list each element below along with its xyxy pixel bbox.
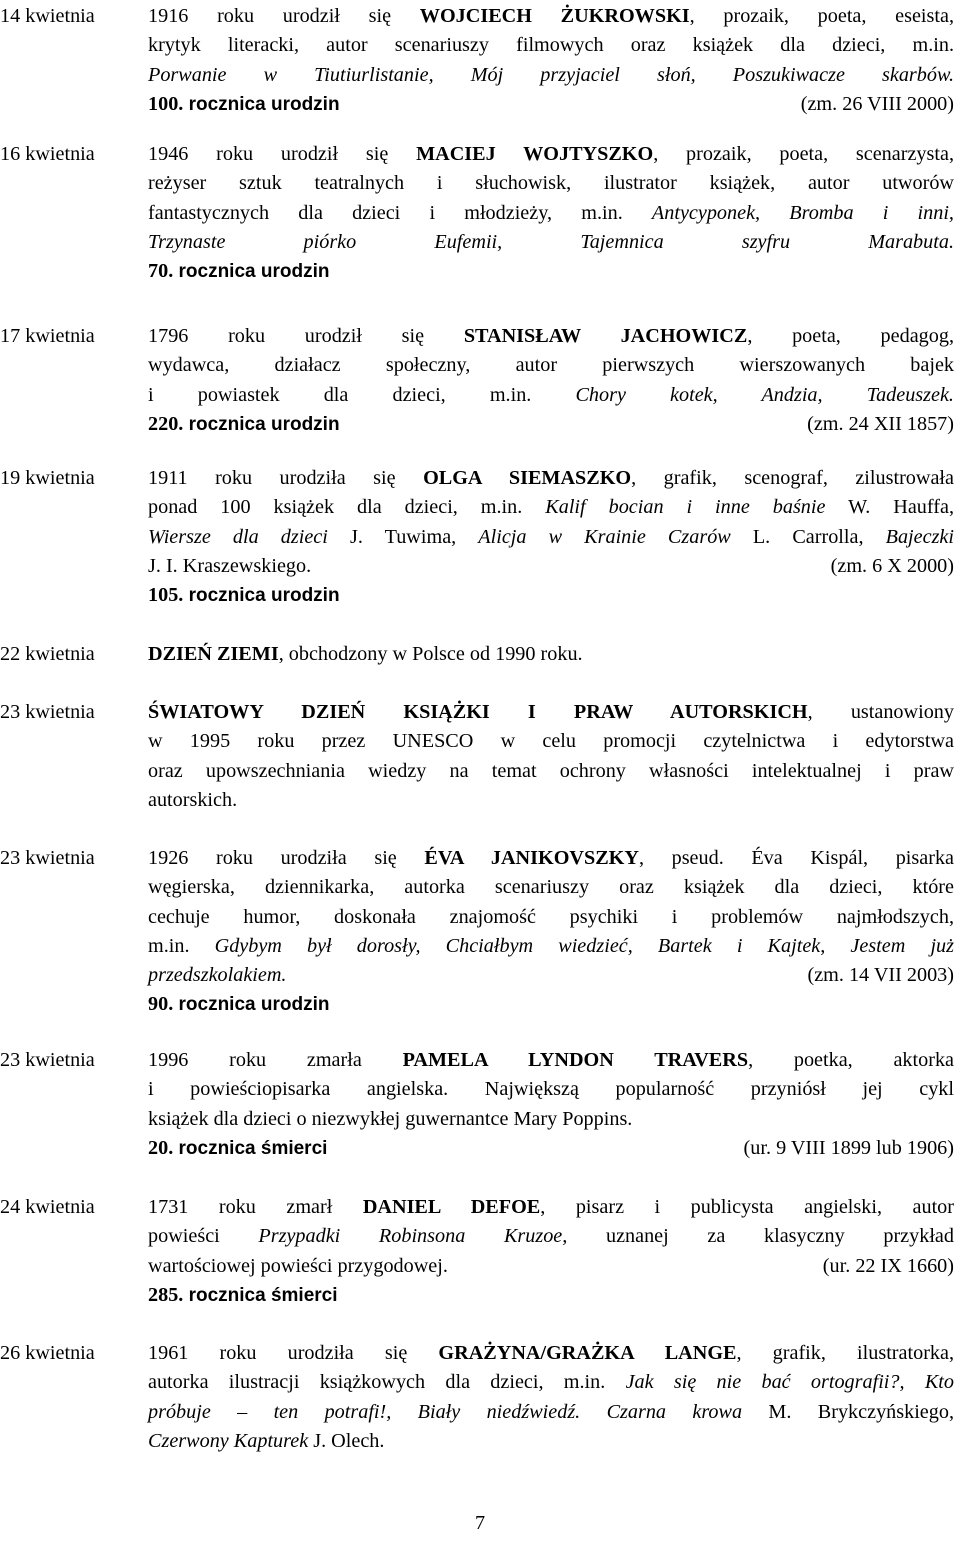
entry-body [148,322,954,439]
entry-text-line [148,757,954,786]
entry-text-line [148,523,954,552]
entry-text-line [148,351,954,380]
anniversary-label [148,990,329,1019]
text-run: M. Brykczyńskiego, [742,1400,955,1423]
anniversary-text: rocznica śmierci [183,1284,338,1306]
highlighted-name: DZIEŃ ZIEMI [148,643,279,665]
highlighted-name: ŚWIATOWY DZIEŃ KSIĄŻKI I PRAW AUTORSKICH [148,701,808,723]
anniversary-text: rocznica urodzin [183,413,340,435]
entry-date: 14 kwietnia [0,5,95,27]
anniversary-label [148,1134,327,1163]
text-run: reżyser sztuk teatralnych i słuchowisk, ilustrator książek, autor utworów [148,172,954,195]
tail-text: J. I. Kraszewskiego. [148,554,312,577]
entry-text-line [148,322,954,351]
highlighted-name: GRAŻYNA/GRAŻKA LANGE [438,1342,737,1364]
anniversary-label [148,257,329,286]
anniversary-line [148,990,954,1019]
text-run: oraz upowszechniania wiedzy na temat ochrony własności intelektualnej i praw [148,759,954,782]
entry-date: 19 kwietnia [0,467,95,489]
text-run: 1996 roku zmarła [148,1049,403,1071]
anniversary-line [148,1134,954,1163]
text-run: W. Hauffa, [825,496,954,519]
highlighted-name: PAMELA LYNDON TRAVERS [402,1049,749,1071]
book-title: próbuje – ten potrafi!, Biały niedźwiedź. Czarna krowa [148,1400,743,1423]
anniversary-text: rocznica urodzin [173,994,330,1016]
book-title: Gdybym był dorosły, Chciałbym wiedzieć, Bartek i Kajtek, Jestem już [214,934,955,957]
entry-tail-line [148,961,954,990]
entry-text-line [148,1427,954,1456]
entry-text-line [148,698,954,727]
entry-date: 17 kwietnia [0,325,95,347]
life-dates-note: (zm. 26 VIII 2000) [800,92,954,115]
anniversary-number: 20. [148,1136,174,1159]
text-run: 1926 roku urodziła się [148,847,425,869]
entry-body [148,698,954,815]
entry-text-line [148,1075,954,1104]
entry-date: 16 kwietnia [0,143,95,165]
entry-date: 23 kwietnia [0,847,95,869]
entry-date: 23 kwietnia [0,1049,95,1071]
text-run: J. Tuwima, [327,525,479,548]
entry-body [148,2,954,119]
anniversary-text: rocznica urodzin [173,261,330,283]
text-run: 1946 roku urodził się [148,143,417,165]
highlighted-name: OLGA SIEMASZKO [423,467,632,489]
entry-text-line [148,199,954,228]
text-run: 1916 roku urodził się [148,5,420,27]
text-run: 1796 roku urodził się [148,325,464,347]
entry-body [148,1046,954,1163]
page-number: 7 [474,1512,486,1534]
entry-text-line [148,1222,954,1251]
book-title: Przypadki Robinsona Kruzoe, [258,1225,568,1248]
text-run: 1731 roku zmarł [148,1196,363,1218]
life-dates-note: (zm. 6 X 2000) [830,554,954,577]
text-run: , ustanowiony [807,701,954,723]
entry-body [148,140,954,286]
entry-date: 22 kwietnia [0,643,95,665]
text-run: m.in. [148,934,215,957]
anniversary-line [148,410,954,439]
book-title: Alicja w Krainie Czarów [478,525,731,548]
entry-date: 24 kwietnia [0,1196,95,1218]
text-run: , prozaik, poeta, eseista, [689,5,954,27]
book-title: Czerwony Kapturek [148,1429,309,1452]
anniversary-line [148,581,954,610]
text-run: , grafik, ilustratorka, [736,1342,955,1364]
text-run: wydawca, działacz społeczny, autor pierwszych wierszowanych bajek [148,354,954,377]
life-dates-note: (zm. 14 VII 2003) [807,964,954,987]
entry-text-line [148,903,954,932]
anniversary-text: rocznica urodzin [183,585,340,607]
entry-text-line [148,1193,954,1222]
entry-body [148,640,954,669]
anniversary-line [148,90,954,119]
book-title: Bajeczki [885,525,954,548]
entry-text-line [148,1368,954,1397]
anniversary-number: 70. [148,260,174,283]
book-title: Trzynaste piórko Eufemii, Tajemnica szyfru Marabuta. [148,230,954,253]
anniversary-number: 90. [148,993,174,1016]
text-run: fantastycznych dla dzieci i młodzieży, m.in. [148,201,652,224]
entry-text-line [148,786,954,815]
entry-body [148,1339,954,1456]
text-run: , poeta, pedagog, [747,325,954,347]
entry-tail-line [148,1252,954,1281]
text-run: J. Olech. [308,1429,385,1452]
text-run: cechuje humor, doskonała znajomość psychiki i problemów najmłodszych, [148,905,954,928]
text-run: w 1995 roku przez UNESCO w celu promocji czytelnictwa i edytorstwa [148,730,954,753]
anniversary-label [148,581,340,610]
entry-text-line [148,1105,954,1134]
entry-body [148,464,954,610]
life-dates-note: (ur. 9 VIII 1899 lub 1906) [743,1136,954,1159]
entry-text-line [148,2,954,31]
text-run: uznanej za klasyczny przykład [567,1225,954,1248]
entry-text-line [148,140,954,169]
highlighted-name: STANISŁAW JACHOWICZ [463,325,748,347]
text-run: 1961 roku urodziła się [148,1342,439,1364]
entry-text-line [148,640,954,669]
anniversary-text: rocznica śmierci [173,1137,328,1159]
entry-text-line [148,727,954,756]
text-run: , obchodzony w Polsce od 1990 roku. [278,643,583,665]
entry-text-line [148,61,954,90]
text-run: , prozaik, poeta, scenarzysta, [653,143,954,165]
anniversary-label [148,1281,338,1310]
entry-text-line [148,932,954,961]
anniversary-label [148,90,340,119]
text-run: , poetka, aktorka [748,1049,955,1071]
book-title: Chory kotek, Andzia, Tadeuszek. [575,383,954,406]
text-run: , pisarz i publicysta angielski, autor [540,1196,955,1218]
entry-text-line [148,844,954,873]
life-dates-note: (zm. 24 XII 1857) [807,412,954,435]
anniversary-number: 100. [148,92,184,115]
anniversary-number: 220. [148,412,184,435]
anniversary-number: 285. [148,1283,184,1306]
entry-text-line [148,873,954,902]
text-run: węgierska, dziennikarka, autorka scenariuszy oraz książek dla dzieci, które [148,876,954,899]
book-title: Antycyponek, Bromba i inni, [651,201,954,224]
entry-tail-line [148,552,954,581]
text-run: powieści [148,1225,259,1248]
book-title: Jak się nie bać ortografii?, Kto [625,1371,954,1394]
entry-text-line [148,464,954,493]
book-title: Porwanie w Tiutiurlistanie, Mój przyjaciel słoń, Poszukiwacze skarbów. [148,63,954,86]
anniversary-number: 105. [148,584,184,607]
entry-date: 26 kwietnia [0,1342,95,1364]
entry-text-line [148,493,954,522]
anniversary-line [148,1281,954,1310]
entry-text-line [148,381,954,410]
text-run: ponad 100 książek dla dzieci, m.in. [148,496,546,519]
highlighted-name: WOJCIECH ŻUKROWSKI [419,5,690,27]
life-dates-note: (ur. 22 IX 1660) [822,1254,954,1277]
book-title: Wiersze dla dzieci [148,525,328,548]
entry-body [148,1193,954,1310]
entry-text-line [148,1339,954,1368]
text-run: 1911 roku urodziła się [148,467,424,489]
highlighted-name: MACIEJ WOJTYSZKO [416,143,654,165]
entry-body [148,844,954,1020]
text-run: autorka ilustracji książkowych dla dzieci, m.in. [148,1371,626,1394]
text-run: , grafik, scenograf, zilustrowała [631,467,954,489]
text-run: książek dla dzieci o niezwykłej guwernantce Mary Poppins. [148,1107,633,1130]
entry-text-line [148,1398,954,1427]
text-run: autorskich. [148,788,238,811]
highlighted-name: DANIEL DEFOE [362,1196,541,1218]
anniversary-line [148,257,954,286]
text-run: L. Carrolla, [730,525,886,548]
tail-text: wartościowej powieści przygodowej. [148,1254,448,1277]
entry-text-line [148,169,954,198]
entry-text-line [148,31,954,60]
book-title: Kalif bocian i inne baśnie [545,496,826,519]
entry-date: 23 kwietnia [0,701,95,723]
anniversary-text: rocznica urodzin [183,93,340,115]
entry-text-line [148,1046,954,1075]
anniversary-label [148,410,340,439]
entry-text-line [148,228,954,257]
text-run: krytyk literacki, autor scenariuszy filmowych oraz książek dla dzieci, m.in. [148,34,954,57]
text-run: , pseud. Éva Kispál, pisarka [638,847,954,869]
text-run: i powieściopisarka angielska. Największą popularność przyniósł jej cykl [148,1078,954,1101]
tail-text: przedszkolakiem. [148,964,287,987]
text-run: i powiastek dla dzieci, m.in. [148,383,576,406]
highlighted-name: ÉVA JANIKOVSZKY [424,847,639,869]
